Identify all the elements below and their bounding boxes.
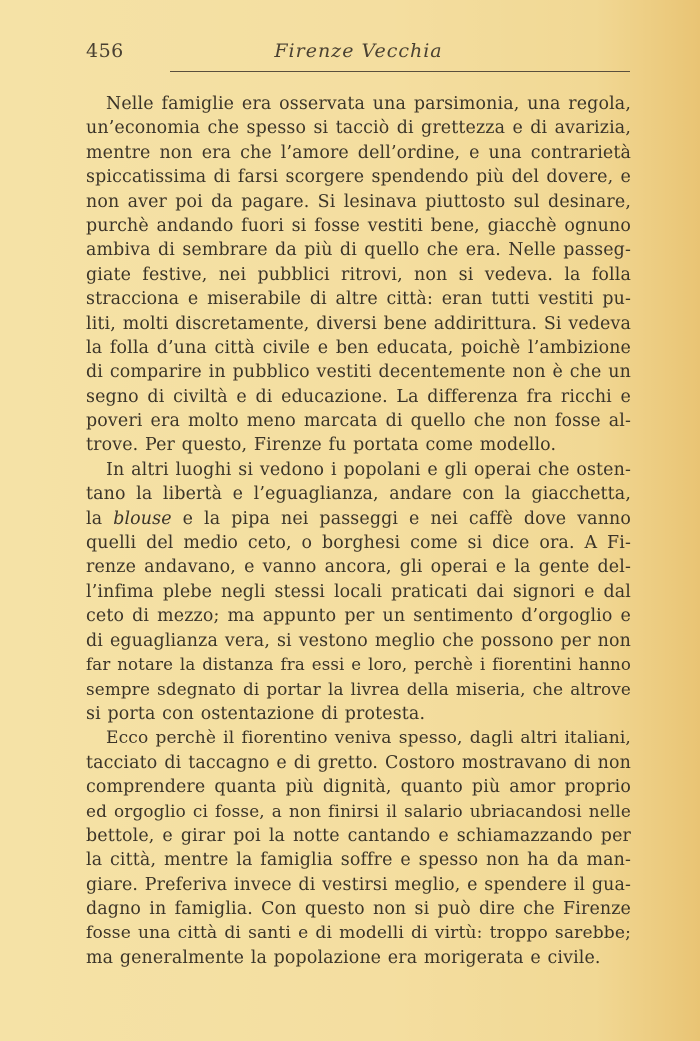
text-segment: e la pipa nei passeggi e nei caffè dove vanno <box>171 508 631 529</box>
text-line: ed orgoglio ci fosse, a non finirsi il salario ubriacandosi nelle <box>86 801 631 822</box>
header-rule <box>170 71 630 72</box>
page-number: 456 <box>86 40 124 62</box>
body-text <box>86 92 631 970</box>
text-line: bettole, e girar poi la notte cantando e schiamazzando per <box>86 825 631 846</box>
text-line: ceto di mezzo; ma appunto per un sentimento d’orgoglio e <box>86 606 631 627</box>
text-line: segno di civiltà e di educazione. La differenza fra ricchi e <box>86 386 631 407</box>
text-line: Ecco perchè il fiorentino veniva spesso, dagli altri italiani, <box>106 728 631 749</box>
italic-word: blouse <box>113 508 172 529</box>
running-title: Firenze Vecchia <box>274 40 443 62</box>
text-line: ambiva di sembrare da più di quello che era. Nelle passeg- <box>86 240 631 261</box>
text-line: tacciato di taccagno e di gretto. Costoro mostravano di non <box>86 752 631 773</box>
text-line: di comparire in pubblico vestiti decentemente non è che un <box>86 362 631 383</box>
text-line: renze andavano, e vanno ancora, gli operai e la gente del- <box>86 557 631 578</box>
text-line: tano la libertà e l’eguaglianza, andare con la giacchetta, <box>86 484 631 505</box>
paragraph <box>86 458 631 726</box>
page-header <box>86 40 631 70</box>
text-line: comprendere quanta più dignità, quanto più amor proprio <box>86 776 631 797</box>
text-line: giate festive, nei pubblici ritrovi, non si vedeva. la folla <box>86 264 631 285</box>
text-line: Nelle famiglie era osservata una parsimonia, una regola, <box>106 94 631 114</box>
text-line: trove. Per questo, Firenze fu portata come modello. <box>86 435 557 456</box>
text-line: non aver poi da pagare. Si lesinava piuttosto sul desinare, <box>86 191 631 212</box>
text-line <box>86 507 631 531</box>
text-line: mentre non era che l’amore dell’ordine, e una contrarietà <box>86 142 631 163</box>
text-line: l’infima plebe negli stessi locali praticati dai signori e dal <box>86 581 631 602</box>
text-line: di eguaglianza vera, si vestono meglio che possono per non <box>86 630 631 651</box>
text-segment: la <box>86 508 114 529</box>
paragraph <box>86 726 631 970</box>
text-line: stracciona e miserabile di altre città: eran tutti vestiti pu- <box>86 289 631 310</box>
text-line: un’economia che spesso si tacciò di grettezza e di avarizia, <box>86 118 631 139</box>
text-line: fosse una città di santi e di modelli di virtù: troppo sarebbe; <box>86 923 631 944</box>
text-line: giare. Preferiva invece di vestirsi meglio, e spendere il gua- <box>86 874 631 895</box>
text-line: si porta con ostentazione di protesta. <box>86 703 426 724</box>
text-line: la folla d’una città civile e ben educata, poichè l’ambizione <box>86 337 631 358</box>
text-line: quelli del medio ceto, o borghesi come si dice ora. A Fi- <box>86 533 631 554</box>
text-line: ma generalmente la popolazione era morigerata e civile. <box>86 947 601 968</box>
text-line: sempre sdegnato di portar la livrea della miseria, che altrove <box>86 679 631 700</box>
text-line: purchè andando fuori si fosse vestiti bene, giacchè ognuno <box>86 215 631 236</box>
text-line: la città, mentre la famiglia soffre e spesso non ha da man- <box>86 850 631 871</box>
text-line: dagno in famiglia. Con questo non si può dire che Firenze <box>86 898 631 919</box>
text-line: liti, molti discretamente, diversi bene addirittura. Si vedeva <box>86 313 631 334</box>
text-line: spiccatissima di farsi scorgere spendendo più del dovere, e <box>86 167 631 188</box>
text-line: In altri luoghi si vedono i popolani e gli operai che osten- <box>106 459 631 480</box>
text-line: far notare la distanza fra essi e loro, perchè i fiorentini hanno <box>86 654 631 674</box>
paragraph <box>86 92 631 458</box>
text-line: poveri era molto meno marcata di quello che non fosse al- <box>86 411 631 432</box>
